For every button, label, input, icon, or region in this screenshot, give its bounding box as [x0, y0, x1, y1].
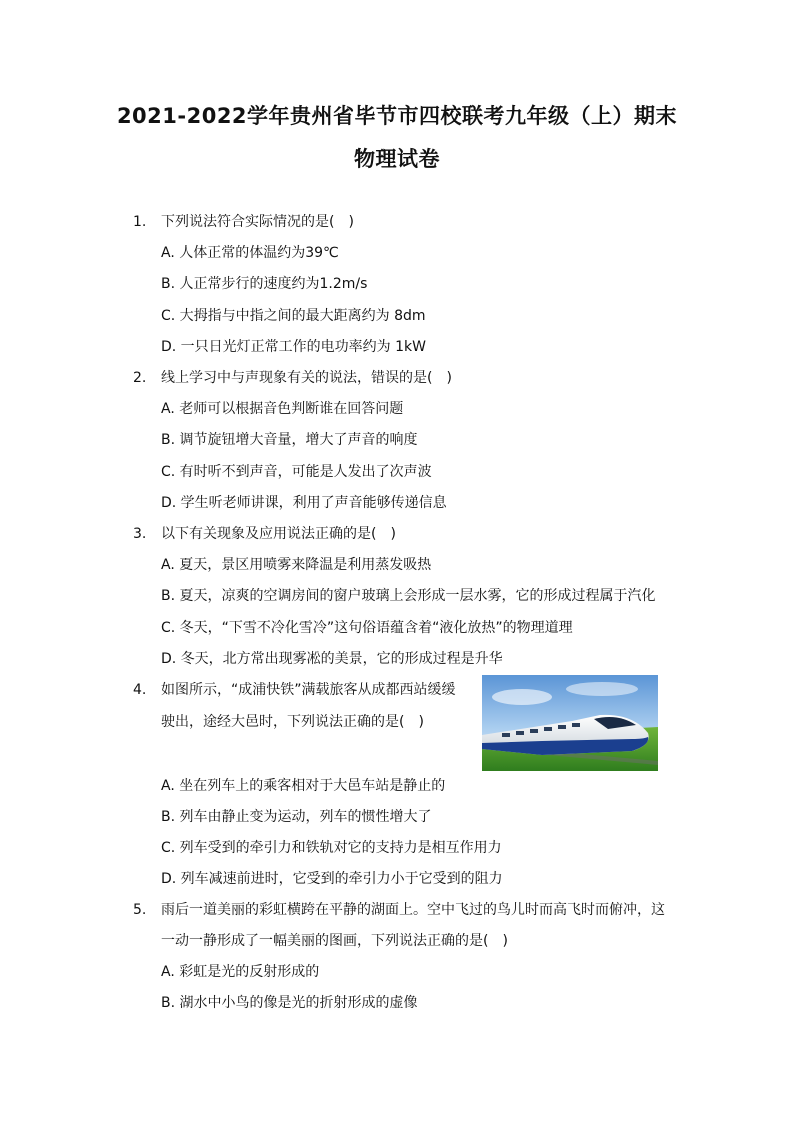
question-number: 5. — [133, 902, 147, 918]
question-3-option-c: C. 冬天，“下雪不冷化雪冷”这句俗语蕴含着“液化放热”的物理道理 — [161, 620, 573, 636]
question-2-option-c: C. 有时听不到声音，可能是人发出了次声波 — [161, 464, 432, 480]
question-4-option-b: B. 列车由静止变为运动，列车的惯性增大了 — [161, 809, 432, 825]
question-3-option-a: A. 夏天，景区用喷雾来降温是利用蒸发吸热 — [161, 557, 432, 573]
high-speed-train-image — [482, 675, 658, 771]
question-3-stem — [133, 524, 396, 544]
question-number: 3. — [133, 526, 147, 542]
question-2-option-a: A. 老师可以根据音色判断谁在回答问题 — [161, 401, 404, 417]
question-text: 如图所示，“成浦快铁”满载旅客从成都西站缓缓 — [161, 682, 456, 698]
question-2-stem — [133, 368, 452, 388]
question-1-stem — [133, 212, 354, 232]
paper-title-line2: 物理试卷 — [354, 147, 440, 171]
question-4-option-a: A. 坐在列车上的乘客相对于大邑车站是静止的 — [161, 778, 446, 794]
question-4-option-d: D. 列车减速前进时，它受到的牵引力小于它受到的阻力 — [161, 871, 503, 887]
question-5-stem — [133, 900, 665, 920]
question-text: 雨后一道美丽的彩虹横跨在平静的湖面上。空中飞过的鸟儿时而高飞时而俯冲，这 — [161, 902, 665, 918]
question-1-option-a: A. 人体正常的体温约为39℃ — [161, 245, 339, 261]
question-5-option-a: A. 彩虹是光的反射形成的 — [161, 964, 320, 980]
question-4-stem-continued: 驶出，途经大邑时，下列说法正确的是( ) — [161, 714, 424, 730]
question-4-stem — [133, 680, 456, 700]
question-text: 以下有关现象及应用说法正确的是( ) — [161, 526, 396, 542]
question-1-option-c: C. 大拇指与中指之间的最大距离约为 8dm — [161, 308, 426, 324]
question-3-option-b: B. 夏天，凉爽的空调房间的窗户玻璃上会形成一层水雾，它的形成过程属于汽化 — [161, 588, 656, 604]
paper-title-line1: 2021-2022学年贵州省毕节市四校联考九年级（上）期末 — [116, 104, 678, 128]
question-number: 2. — [133, 370, 147, 386]
question-number: 4. — [133, 682, 147, 698]
question-3-option-d: D. 冬天，北方常出现雾凇的美景，它的形成过程是升华 — [161, 651, 503, 667]
question-5-option-b: B. 湖水中小鸟的像是光的折射形成的虚像 — [161, 995, 418, 1011]
question-1-option-d: D. 一只日光灯正常工作的电功率约为 1kW — [161, 339, 426, 355]
question-text: 线上学习中与声现象有关的说法，错误的是( ) — [161, 370, 452, 386]
question-2-option-b: B. 调节旋钮增大音量，增大了声音的响度 — [161, 432, 418, 448]
question-number: 1. — [133, 214, 147, 230]
question-1-option-b: B. 人正常步行的速度约为1.2m/s — [161, 276, 368, 292]
question-text: 下列说法符合实际情况的是( ) — [161, 214, 354, 230]
question-2-option-d: D. 学生听老师讲课，利用了声音能够传递信息 — [161, 495, 447, 511]
question-4-option-c: C. 列车受到的牵引力和铁轨对它的支持力是相互作用力 — [161, 840, 502, 856]
question-5-stem-continued: 一动一静形成了一幅美丽的图画，下列说法正确的是( ) — [161, 933, 508, 949]
